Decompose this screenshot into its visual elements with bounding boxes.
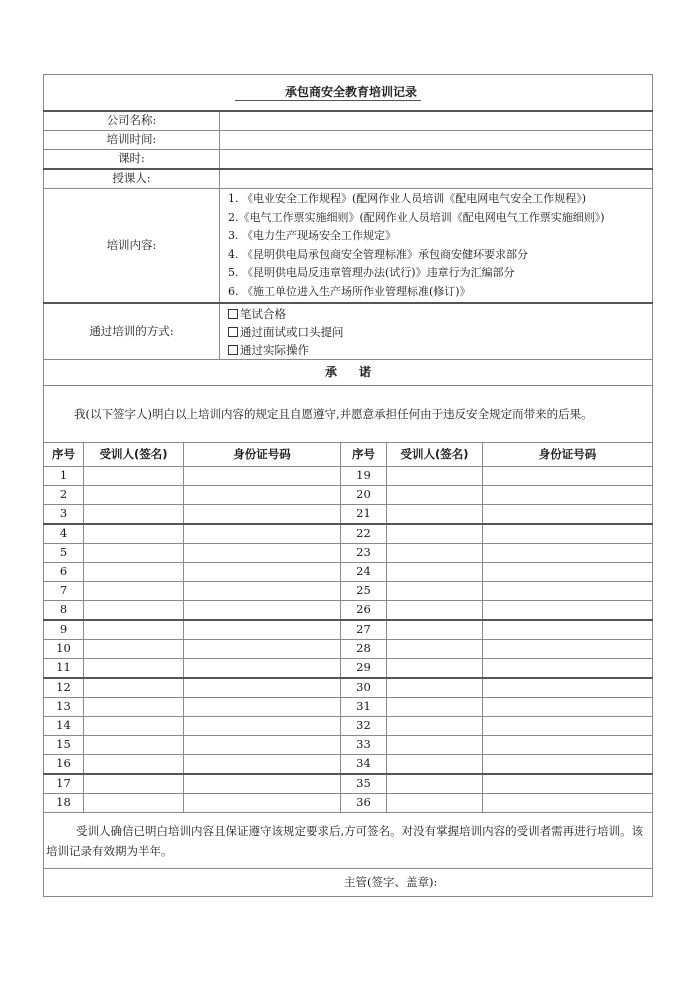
validity-note: 受训人确信已明白培训内容且保证遵守该规定要求后,方可签名。对没有掌握培训内容的受训者需再进行培训。该培训记录有效期为半年。	[44, 813, 653, 869]
trainee-signature-cell[interactable]	[387, 582, 483, 601]
col-header-trainee-2: 受训人(签名)	[387, 443, 483, 467]
id-number-cell[interactable]	[184, 794, 341, 813]
id-number-cell[interactable]	[184, 774, 341, 794]
row-number: 13	[44, 698, 84, 717]
trainee-signature-cell[interactable]	[387, 563, 483, 582]
trainee-signature-cell[interactable]	[387, 620, 483, 640]
method-option-practical[interactable]: 通过实际操作	[228, 341, 644, 359]
content-item: 4. 《昆明供电局承包商安全管理标准》承包商安健环要求部分	[228, 247, 528, 261]
row-number: 17	[44, 774, 84, 794]
col-header-no: 序号	[44, 443, 84, 467]
col-header-trainee: 受训人(签名)	[84, 443, 184, 467]
id-number-cell[interactable]	[184, 486, 341, 505]
class-hours-label: 课时:	[44, 150, 220, 170]
table-row	[44, 582, 653, 601]
training-content-label: 培训内容:	[44, 189, 220, 304]
row-number: 32	[341, 717, 387, 736]
id-number-cell[interactable]	[184, 563, 341, 582]
id-number-cell[interactable]	[184, 755, 341, 775]
row-number: 11	[44, 659, 84, 679]
row-number: 27	[341, 620, 387, 640]
company-name-field[interactable]	[220, 111, 653, 131]
row-number: 12	[44, 678, 84, 698]
row-number: 33	[341, 736, 387, 755]
row-number: 15	[44, 736, 84, 755]
table-row	[44, 794, 653, 813]
trainee-signature-cell[interactable]	[387, 601, 483, 621]
table-row	[44, 698, 653, 717]
id-number-cell[interactable]	[483, 774, 653, 794]
row-number: 28	[341, 640, 387, 659]
pledge-heading: 承诺	[44, 360, 653, 386]
trainee-signature-cell[interactable]	[84, 544, 184, 563]
trainee-signature-cell[interactable]	[84, 678, 184, 698]
trainee-signature-cell[interactable]	[84, 717, 184, 736]
id-number-cell[interactable]	[483, 640, 653, 659]
row-number: 31	[341, 698, 387, 717]
id-number-cell[interactable]	[483, 755, 653, 775]
content-item: 5. 《昆明供电局反违章管理办法(试行)》违章行为汇编部分	[228, 266, 515, 279]
trainee-signature-cell[interactable]	[387, 486, 483, 505]
row-number: 24	[341, 563, 387, 582]
trainee-signature-cell[interactable]	[84, 698, 184, 717]
roster-body	[44, 467, 653, 813]
trainee-signature-cell[interactable]	[84, 640, 184, 659]
row-number: 8	[44, 601, 84, 621]
id-number-cell[interactable]	[483, 467, 653, 486]
table-row	[44, 755, 653, 775]
col-header-id-2: 身份证号码	[483, 443, 653, 467]
supervisor-signature-label: 主管(签字、盖章):	[344, 874, 438, 889]
trainee-signature-cell[interactable]	[84, 659, 184, 679]
trainee-signature-cell[interactable]	[84, 486, 184, 505]
trainee-signature-cell[interactable]	[387, 505, 483, 525]
trainee-signature-cell[interactable]	[84, 505, 184, 525]
company-name-label: 公司名称:	[44, 111, 220, 131]
content-item: 6. 《施工单位进入生产场所作业管理标准(修订)》	[228, 284, 471, 298]
trainee-signature-cell[interactable]	[84, 524, 184, 544]
trainee-signature-cell[interactable]	[387, 524, 483, 544]
trainee-signature-cell[interactable]	[84, 794, 184, 813]
method-option-written-test[interactable]: 笔试合格	[228, 305, 644, 323]
trainee-signature-cell[interactable]	[84, 620, 184, 640]
table-row	[44, 563, 653, 582]
id-number-cell[interactable]	[184, 601, 341, 621]
table-row	[44, 640, 653, 659]
training-record-form	[43, 74, 652, 897]
id-number-cell[interactable]	[184, 717, 341, 736]
table-row	[44, 505, 653, 525]
id-number-cell[interactable]	[483, 563, 653, 582]
trainee-signature-cell[interactable]	[387, 544, 483, 563]
title-cell	[44, 75, 653, 112]
training-method-label: 通过培训的方式:	[44, 303, 220, 360]
pledge-text: 我(以下签字人)明白以上培训内容的规定且自愿遵守,并愿意承担任何由于违反安全规定而带来的后果。	[44, 386, 653, 443]
row-number: 25	[341, 582, 387, 601]
row-number: 4	[44, 524, 84, 544]
id-number-cell[interactable]	[184, 678, 341, 698]
trainee-signature-cell[interactable]	[387, 659, 483, 679]
row-number: 36	[341, 794, 387, 813]
table-row	[44, 544, 653, 563]
trainee-signature-cell[interactable]	[84, 601, 184, 621]
id-number-cell[interactable]	[483, 698, 653, 717]
table-row	[44, 736, 653, 755]
trainee-signature-cell[interactable]	[387, 717, 483, 736]
trainee-signature-cell[interactable]	[84, 736, 184, 755]
method-option-interview[interactable]: 通过面试或口头提问	[228, 323, 644, 341]
instructor-field[interactable]	[220, 169, 653, 189]
id-number-cell[interactable]	[483, 582, 653, 601]
trainee-signature-cell[interactable]	[84, 755, 184, 775]
row-number: 21	[341, 505, 387, 525]
id-number-cell[interactable]	[483, 620, 653, 640]
id-number-cell[interactable]	[483, 544, 653, 563]
table-row	[44, 678, 653, 698]
row-number: 19	[341, 467, 387, 486]
checkbox-icon[interactable]	[228, 309, 238, 319]
roster-header-row	[44, 443, 653, 467]
training-method-options	[220, 303, 653, 360]
table-row	[44, 486, 653, 505]
row-number: 34	[341, 755, 387, 775]
row-number: 14	[44, 717, 84, 736]
id-number-cell[interactable]	[483, 601, 653, 621]
trainee-signature-cell[interactable]	[387, 794, 483, 813]
id-number-cell[interactable]	[184, 582, 341, 601]
checkbox-icon[interactable]	[228, 345, 238, 355]
id-number-cell[interactable]	[184, 524, 341, 544]
table-row	[44, 524, 653, 544]
content-item: 3. 《电力生产现场安全工作规定》	[228, 229, 396, 242]
trainee-signature-cell[interactable]	[387, 755, 483, 775]
trainee-signature-cell[interactable]	[84, 582, 184, 601]
table-row	[44, 601, 653, 621]
table-row	[44, 774, 653, 794]
id-number-cell[interactable]	[184, 467, 341, 486]
document-title: 承包商安全教育培训记录	[235, 84, 421, 101]
row-number: 16	[44, 755, 84, 775]
id-number-cell[interactable]	[184, 736, 341, 755]
id-number-cell[interactable]	[483, 659, 653, 679]
trainee-signature-cell[interactable]	[84, 774, 184, 794]
row-number: 23	[341, 544, 387, 563]
row-number: 22	[341, 524, 387, 544]
trainee-signature-cell[interactable]	[387, 678, 483, 698]
id-number-cell[interactable]	[184, 620, 341, 640]
row-number: 2	[44, 486, 84, 505]
class-hours-field[interactable]	[220, 150, 653, 170]
id-number-cell[interactable]	[184, 659, 341, 679]
supervisor-signature[interactable]	[44, 869, 653, 897]
col-header-id: 身份证号码	[184, 443, 341, 467]
trainee-signature-cell[interactable]	[84, 467, 184, 486]
row-number: 7	[44, 582, 84, 601]
training-content-list	[220, 189, 653, 304]
row-number: 30	[341, 678, 387, 698]
table-row	[44, 717, 653, 736]
id-number-cell[interactable]	[483, 486, 653, 505]
id-number-cell[interactable]	[483, 524, 653, 544]
row-number: 5	[44, 544, 84, 563]
id-number-cell[interactable]	[184, 505, 341, 525]
row-number: 29	[341, 659, 387, 679]
row-number: 10	[44, 640, 84, 659]
training-time-field[interactable]	[220, 131, 653, 150]
row-number: 26	[341, 601, 387, 621]
id-number-cell[interactable]	[483, 736, 653, 755]
row-number: 6	[44, 563, 84, 582]
trainee-signature-cell[interactable]	[387, 467, 483, 486]
table-row	[44, 467, 653, 486]
id-number-cell[interactable]	[483, 505, 653, 525]
row-number: 3	[44, 505, 84, 525]
row-number: 18	[44, 794, 84, 813]
row-number: 20	[341, 486, 387, 505]
content-item: 2.《电气工作票实施细则》(配网作业人员培训《配电网电气工作票实施细则》)	[228, 210, 605, 224]
table-row	[44, 620, 653, 640]
row-number: 1	[44, 467, 84, 486]
instructor-label: 授课人:	[44, 169, 220, 189]
content-item: 1. 《电业安全工作规程》(配网作业人员培训《配电网电气安全工作规程》)	[228, 192, 587, 205]
row-number: 9	[44, 620, 84, 640]
trainee-signature-cell[interactable]	[387, 774, 483, 794]
id-number-cell[interactable]	[483, 794, 653, 813]
id-number-cell[interactable]	[483, 717, 653, 736]
trainee-signature-cell[interactable]	[387, 736, 483, 755]
row-number: 35	[341, 774, 387, 794]
checkbox-icon[interactable]	[228, 327, 238, 337]
trainee-signature-cell[interactable]	[84, 563, 184, 582]
trainee-signature-cell[interactable]	[387, 698, 483, 717]
table-row	[44, 659, 653, 679]
id-number-cell[interactable]	[184, 640, 341, 659]
id-number-cell[interactable]	[184, 544, 341, 563]
id-number-cell[interactable]	[184, 698, 341, 717]
id-number-cell[interactable]	[483, 678, 653, 698]
training-time-label: 培训时间:	[44, 131, 220, 150]
col-header-no-2: 序号	[341, 443, 387, 467]
trainee-signature-cell[interactable]	[387, 640, 483, 659]
